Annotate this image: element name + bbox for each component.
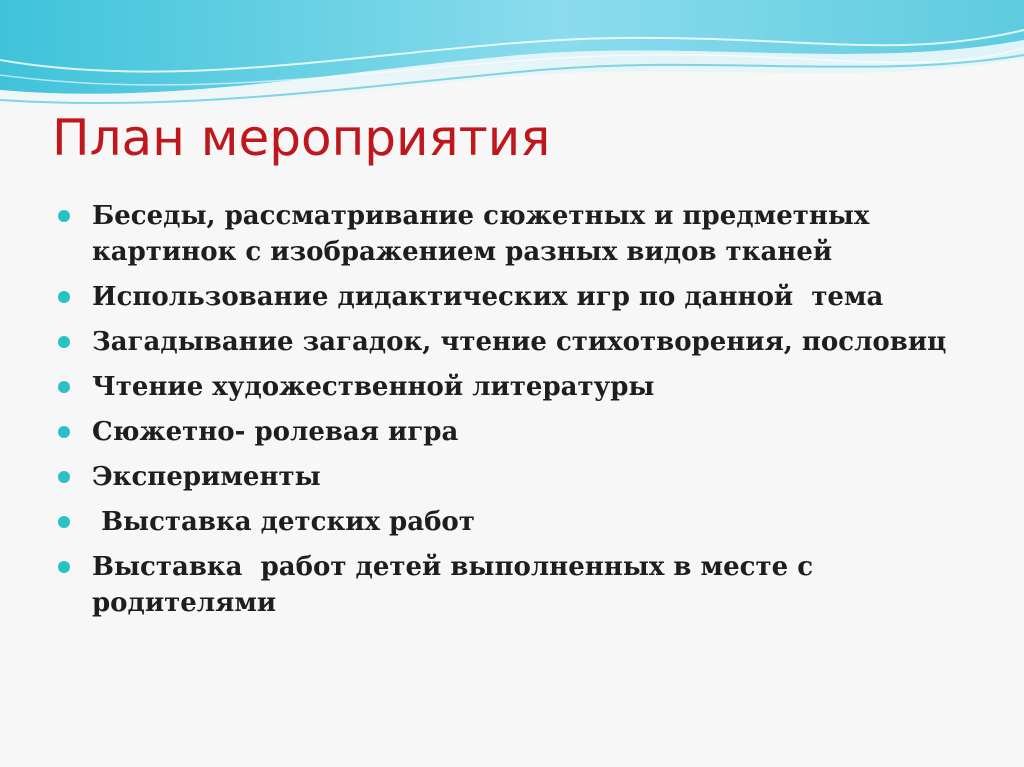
list-item <box>58 414 978 450</box>
circle-bullet-icon <box>58 471 70 483</box>
list-item-text: Использование дидактических игр по данной тема <box>92 282 884 312</box>
slide-title: План мероприятия <box>52 109 551 167</box>
list-item <box>58 369 978 405</box>
list-item <box>58 279 978 315</box>
circle-bullet-icon <box>58 381 70 393</box>
list-item <box>58 549 978 621</box>
list-item <box>58 459 978 495</box>
list-item-text: Выставка работ детей выполненных в месте с родителями <box>92 552 823 618</box>
list-item <box>58 324 978 360</box>
list-item-text: Беседы, рассматривание сюжетных и предметных картинок с изображением разных видов тканей <box>92 201 879 267</box>
circle-bullet-icon <box>58 516 70 528</box>
list-item <box>58 198 978 270</box>
list-item-text: Выставка детских работ <box>92 507 475 537</box>
list-item-text: Эксперименты <box>92 462 321 492</box>
circle-bullet-icon <box>58 561 70 573</box>
list-item <box>58 504 978 540</box>
bullet-list <box>58 198 978 630</box>
list-item-text: Чтение художественной литературы <box>92 372 655 402</box>
circle-bullet-icon <box>58 336 70 348</box>
list-item-text: Сюжетно- ролевая игра <box>92 417 459 447</box>
list-item-text: Загадывание загадок, чтение стихотворения, пословиц <box>92 327 947 357</box>
circle-bullet-icon <box>58 426 70 438</box>
circle-bullet-icon <box>58 210 70 222</box>
circle-bullet-icon <box>58 291 70 303</box>
